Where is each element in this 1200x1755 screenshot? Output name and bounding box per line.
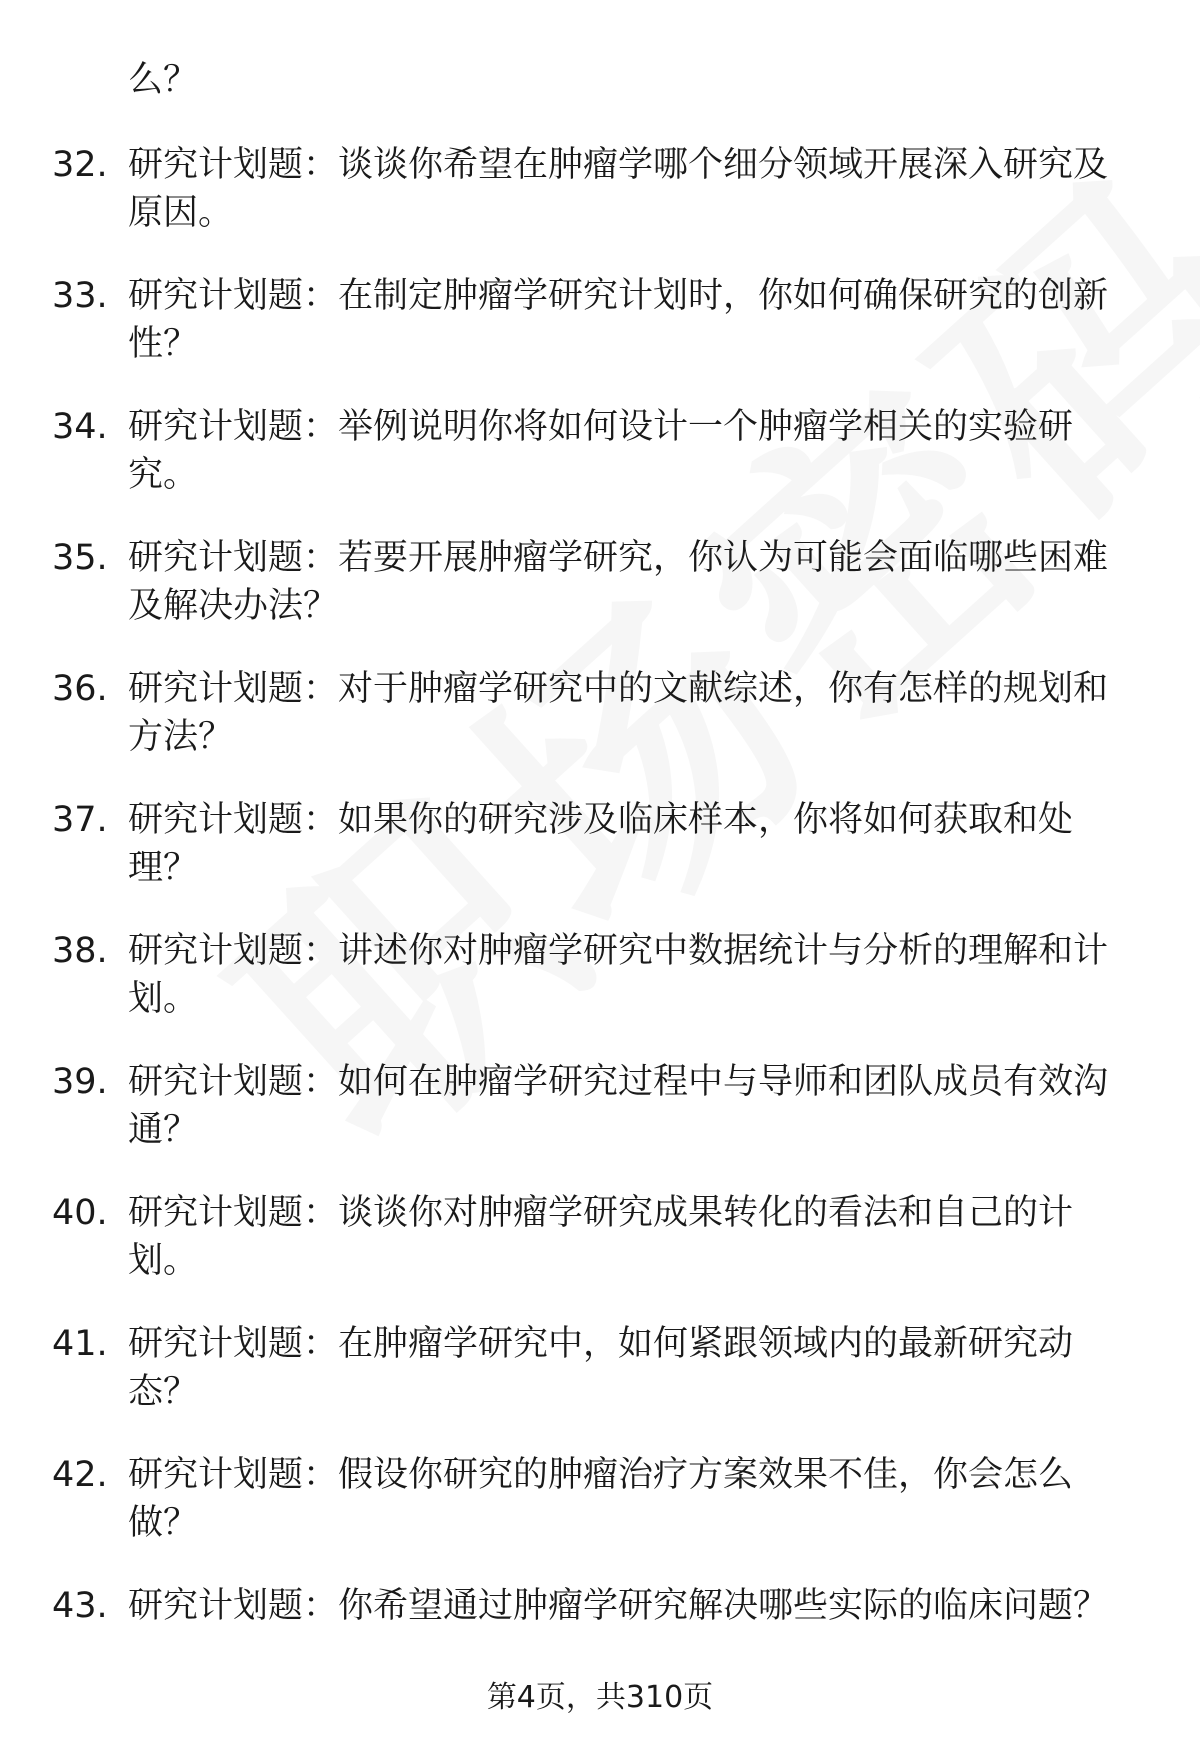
list-item: [0, 1451, 1200, 1582]
item-text: 研究计划题：谈谈你希望在肿瘤学哪个细分领域开展深入研究及原因。: [128, 145, 1109, 233]
item-number: 42.: [52, 1455, 108, 1495]
list-item: [0, 1189, 1200, 1320]
item-text: 研究计划题：举例说明你将如何设计一个肿瘤学相关的实验研究。: [128, 407, 1074, 495]
question-list: [0, 141, 1200, 1713]
list-item: [0, 1320, 1200, 1451]
item-text: 研究计划题：如果你的研究涉及临床样本，你将如何获取和处理？: [128, 800, 1074, 888]
item-text: 研究计划题：在肿瘤学研究中，如何紧跟领域内的最新研究动态？: [128, 1324, 1074, 1412]
item-text: 研究计划题：在制定肿瘤学研究计划时，你如何确保研究的创新性？: [128, 276, 1109, 364]
item-number: 35.: [52, 538, 108, 578]
item-number: 36.: [52, 669, 108, 709]
list-item: [0, 927, 1200, 1058]
item-text: 研究计划题：你希望通过肿瘤学研究解决哪些实际的临床问题？: [128, 1586, 1109, 1626]
item-number: 41.: [52, 1324, 108, 1364]
item-number: 39.: [52, 1062, 108, 1102]
item-text: 研究计划题：若要开展肿瘤学研究，你认为可能会面临哪些困难及解决办法？: [128, 538, 1109, 626]
list-item: [0, 534, 1200, 665]
list-item: [0, 272, 1200, 403]
item-text: 研究计划题：谈谈你对肿瘤学研究成果转化的看法和自己的计划。: [128, 1193, 1074, 1281]
page-footer: 第4页，共310页: [486, 1680, 714, 1715]
item-number: 40.: [52, 1193, 108, 1233]
item-number: 32.: [52, 145, 108, 185]
list-item: [0, 403, 1200, 534]
item-number: 38.: [52, 931, 108, 971]
item-number: 34.: [52, 407, 108, 447]
list-item: [0, 665, 1200, 796]
list-item: [0, 796, 1200, 927]
continuation-text: 么？: [128, 60, 199, 100]
item-number: 37.: [52, 800, 108, 840]
item-text: 研究计划题：对于肿瘤学研究中的文献综述，你有怎样的规划和方法？: [128, 669, 1109, 757]
list-item: [0, 141, 1200, 272]
item-text: 研究计划题：讲述你对肿瘤学研究中数据统计与分析的理解和计划。: [128, 931, 1109, 1019]
item-number: 33.: [52, 276, 108, 316]
item-text: 研究计划题：假设你研究的肿瘤治疗方案效果不佳，你会怎么做？: [128, 1455, 1074, 1543]
item-number: 43.: [52, 1586, 108, 1626]
list-item: [0, 1058, 1200, 1189]
item-text: 研究计划题：如何在肿瘤学研究过程中与导师和团队成员有效沟通？: [128, 1062, 1109, 1150]
